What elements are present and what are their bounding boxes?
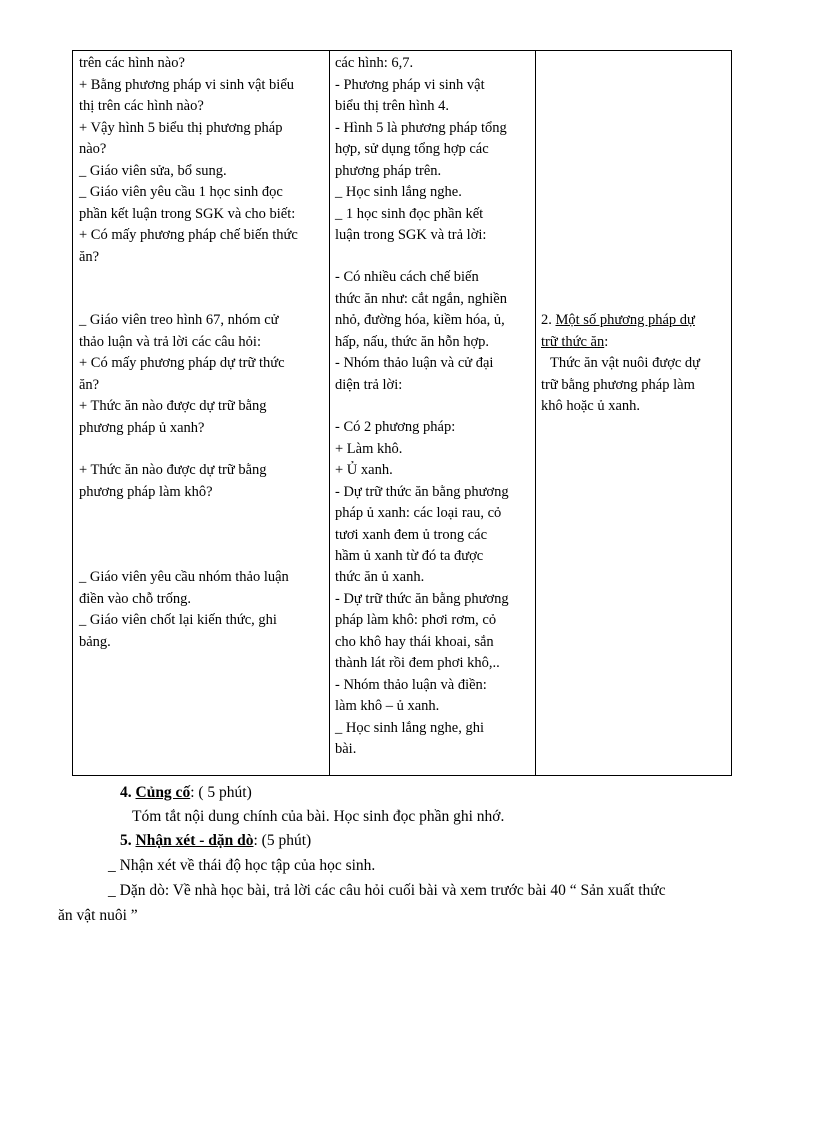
student-line: - Nhóm thảo luận và cử đại (335, 355, 494, 371)
student-line: _ 1 học sinh đọc phần kết (335, 206, 484, 222)
teacher-line: + Có mấy phương pháp dự trữ thức (79, 355, 285, 371)
heading-number: 2. (541, 312, 552, 328)
section-5-time: : (5 phút) (253, 832, 312, 849)
student-line: + Làm khô. (335, 441, 403, 457)
student-line: hầm ủ xanh từ đó ta được (335, 548, 484, 564)
student-line: _ Học sinh lắng nghe. (335, 184, 462, 200)
student-line: thức ăn ủ xanh. (335, 569, 425, 585)
section-5-line-1: _ Nhận xét về thái độ học tập của học sinh. (108, 857, 376, 874)
student-line: làm khô – ủ xanh. (335, 698, 440, 714)
teacher-line: + Bằng phương pháp vi sinh vật biểu (79, 77, 295, 93)
student-line: phương pháp trên. (335, 163, 442, 179)
student-activity-column (330, 51, 536, 775)
student-line: pháp ủ xanh: các loại rau, cỏ (335, 505, 502, 521)
content-heading-cont (541, 332, 608, 352)
teacher-line: _ Giáo viên sửa, bổ sung. (79, 163, 227, 179)
teacher-line: _ Giáo viên treo hình 67, nhóm cử (79, 312, 279, 328)
lesson-table (72, 50, 732, 776)
student-line: hợp, sử dụng tổng hợp các (335, 141, 489, 157)
section-4-time: : ( 5 phút) (190, 784, 252, 801)
student-line: hấp, nấu, thức ăn hỗn hợp. (335, 334, 490, 350)
content-column (536, 51, 733, 775)
heading-title-line1: Một số phương pháp dự (555, 312, 695, 328)
student-line: pháp làm khô: phơi rơm, cỏ (335, 612, 497, 628)
heading-title-line2: trữ thức ăn (541, 334, 605, 350)
teacher-line: + Vậy hình 5 biểu thị phương pháp (79, 120, 283, 136)
heading-colon: : (604, 334, 609, 350)
student-line: - Dự trữ thức ăn bằng phương (335, 484, 509, 500)
teacher-line: phần kết luận trong SGK và cho biết: (79, 206, 296, 222)
section-5-number: 5. (120, 832, 132, 849)
teacher-line: _ Giáo viên yêu cầu nhóm thảo luận (79, 569, 289, 585)
student-line: thức ăn như: cắt ngắn, nghiền (335, 291, 507, 307)
section-4-number: 4. (120, 784, 132, 801)
section-5-heading (120, 830, 311, 852)
student-line: - Có 2 phương pháp: (335, 419, 456, 435)
student-line: bài. (335, 741, 357, 757)
student-line: - Dự trữ thức ăn bằng phương (335, 591, 509, 607)
section-4-text: Tóm tắt nội dung chính của bài. Học sinh đọc phần ghi nhớ. (132, 808, 505, 825)
teacher-line: thị trên các hình nào? (79, 98, 204, 114)
content-line: Thức ăn vật nuôi được dự (550, 355, 701, 371)
teacher-line: phương pháp ủ xanh? (79, 420, 205, 436)
student-line: - Phương pháp vi sinh vật (335, 77, 485, 93)
student-line: - Nhóm thảo luận và điền: (335, 677, 487, 693)
section-5-title: Nhận xét - dặn dò (135, 832, 254, 849)
teacher-line: ăn? (79, 249, 100, 265)
teacher-line: phương pháp làm khô? (79, 484, 213, 500)
teacher-line: _ Giáo viên yêu cầu 1 học sinh đọc (79, 184, 283, 200)
student-line: - Có nhiều cách chế biến (335, 269, 479, 285)
student-line: cho khô hay thái khoai, sắn (335, 634, 494, 650)
teacher-line: + Có mấy phương pháp chế biến thức (79, 227, 298, 243)
teacher-line: ăn? (79, 377, 100, 393)
teacher-line: thảo luận và trả lời các câu hỏi: (79, 334, 261, 350)
content-line: khô hoặc ủ xanh. (541, 398, 641, 414)
section-5-line-3: ăn vật nuôi ” (58, 907, 138, 924)
content-heading (541, 310, 695, 330)
section-4-heading (120, 782, 252, 804)
student-line: biểu thị trên hình 4. (335, 98, 449, 114)
teacher-line: bảng. (79, 634, 111, 650)
student-line: diện trả lời: (335, 377, 403, 393)
student-line: luận trong SGK và trả lời: (335, 227, 487, 243)
teacher-line: điền vào chỗ trống. (79, 591, 191, 607)
teacher-line: + Thức ăn nào được dự trữ bằng (79, 462, 267, 478)
content-line: trữ bằng phương pháp làm (541, 377, 695, 393)
teacher-line: _ Giáo viên chốt lại kiến thức, ghi (79, 612, 277, 628)
section-5-line-2: _ Dặn dò: Về nhà học bài, trả lời các câu hỏi cuối bài và xem trước bài 40 “ Sản xuất thức (108, 882, 666, 899)
student-line: các hình: 6,7. (335, 55, 414, 71)
section-4-title: Củng cố (135, 784, 191, 801)
student-line: tươi xanh đem ủ trong các (335, 527, 488, 543)
teacher-line: + Thức ăn nào được dự trữ bằng (79, 398, 267, 414)
student-line: - Hình 5 là phương pháp tổng (335, 120, 507, 136)
student-line: + Ủ xanh. (335, 462, 393, 478)
student-line: nhỏ, đường hóa, kiềm hóa, ủ, (335, 312, 505, 328)
teacher-activity-column (73, 51, 330, 775)
teacher-line: trên các hình nào? (79, 55, 185, 71)
teacher-line: nào? (79, 141, 107, 157)
student-line: _ Học sinh lắng nghe, ghi (335, 720, 485, 736)
student-line: thành lát rồi đem phơi khô,.. (335, 655, 500, 671)
